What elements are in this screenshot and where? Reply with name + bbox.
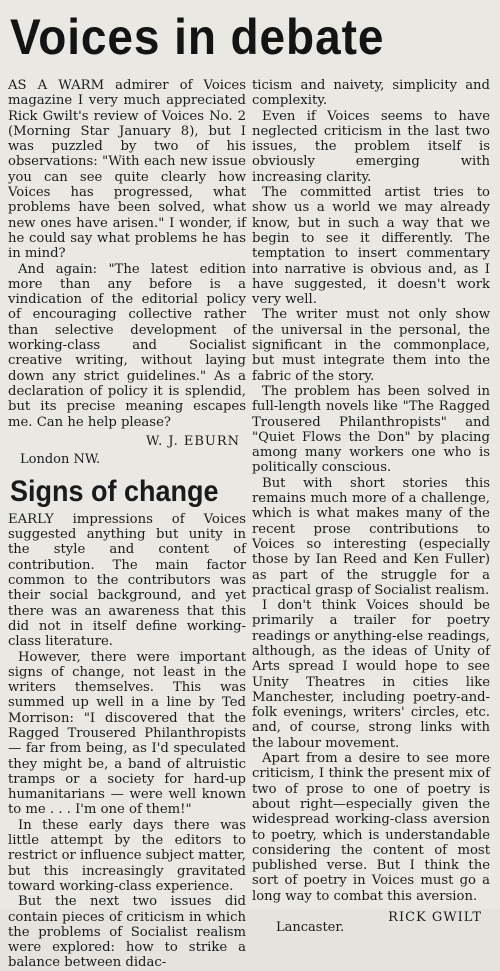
letter2-paragraph: However, there were important signs of change, not least in the writers themselves. This was summed up well in a line by Ted Morrison: "I discovered that the Ragged Trousered Philanthropists — far from being, as I'd speculated they might be, a band of altruistic tramps or a society for hard-up humanitarians — were well known to me . . . I'm one of them!" (8, 649, 246, 818)
letter2-paragraph: Apart from a desire to see more criticism, I think the present mix of two of prose to one of poetry is about right—especially given the widespread working-class aversion to poetry, which is understandable considering the content of most published verse. But I think the sort of poetry in Voices must go a long way to combat this aversion. (252, 751, 490, 904)
letter1-location: London NW. (20, 451, 101, 467)
letter2-paragraph: ticism and naivety, simplicity and complexity. (252, 78, 490, 109)
letter2-paragraph: But with short stories this remains much more of a challenge, which is what makes many of the recent prose contributions to Voices so interesting (especially those by Ian Reed and Ken Fuller) as part of the struggle for a practical grasp of Socialist realism. (252, 475, 490, 598)
left-column (8, 78, 246, 971)
letter2-paragraph: But the next two issues did contain pieces of criticism in which the problems of Socialist realism were explored: how to strike a balance between didac- (8, 894, 246, 971)
letter2-paragraph: The committed artist tries to show us a world we may already know, but in such a way that we begin to see it differently. The temptation to insert commentary into narrative is obvious and, as I have suggested, it doesn't work very well. (252, 185, 490, 308)
letter2-paragraph: EARLY impressions of Voices suggested anything but unity in the style and content of contribution. The main factor common to the contributors was their social background, and yet there was an awareness that this did not in itself define working-class literature. (8, 511, 246, 650)
subheading: Signs of change (10, 474, 219, 508)
right-column (252, 78, 490, 935)
letter2-paragraph: In these early days there was little attempt by the editors to restrict or influence subject matter, but this increasingly gravitated toward working-class experience. (8, 817, 246, 894)
letter2-paragraph: I don't think Voices should be primarily a trailer for poetry readings or anything-else readings, although, as the ideas of Unity of Arts spread I would hope to see Unity Theatres in cities like Manchester, including poetry-and-folk evenings, writers' circles, etc. and, of course, strong links with the labour movement. (252, 598, 490, 751)
letter2-signature: RICK GWILT (388, 910, 482, 926)
headline: Voices in debate (10, 9, 385, 65)
letter1-signature: W. J. EBURN (146, 433, 240, 449)
letter2-paragraph: The writer must not only show the universal in the personal, the significant in the commonplace, but must integrate them into the fabric of the story. (252, 307, 490, 384)
letter2-paragraph: The problem has been solved in full-length novels like "The Ragged Trousered Philanthropists" and "Quiet Flows the Don" by placing among many workers one who is politically conscious. (252, 383, 490, 476)
letter1-paragraph: AS A WARM admirer of Voices magazine I very much appreciated Rick Gwilt's review of Voices No. 2 (Morning Star January 8), but I was puzzled by two of his observations: "With each new issue you can see quite clearly how Voices has progressed, what problems have been solved, what new ones have arisen." I wonder, if he could say what problems he has in mind? (8, 78, 246, 262)
letter2-location: Lancaster. (276, 920, 345, 936)
letter2-signoff (252, 910, 490, 935)
letter2-paragraph: Even if Voices seems to have neglected criticism in the last two issues, the problem itself is obviously emerging with increasing clarity. (252, 108, 490, 185)
letter1-paragraph: And again: "The latest edition more than any before is a vindication of the editorial policy of encouraging collective rather than selective development of working-class and Socialist creative writing, without laying down any strict guidelines." As a declaration of policy it is splendid, but its precise meaning escapes me. Can he help please? (8, 261, 246, 430)
